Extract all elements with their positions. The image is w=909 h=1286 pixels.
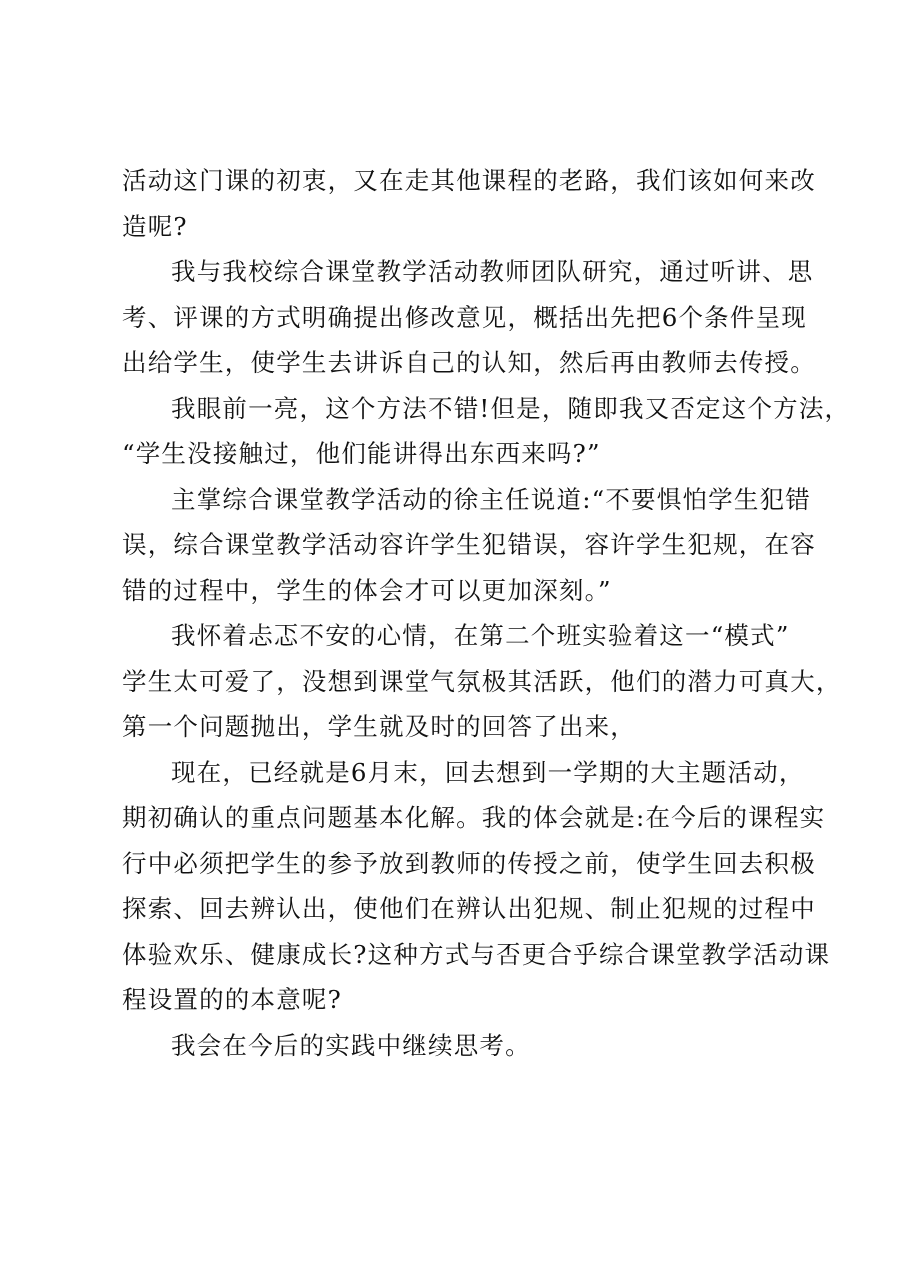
paragraph-line: 误，综合课堂教学活动容许学生犯错误，容许学生犯规，在容 — [122, 530, 816, 559]
paragraph-2 — [122, 249, 816, 386]
paragraph-line: 探索、回去辨认出，使他们在辨认出犯规、制止犯规的过程中 — [122, 894, 816, 923]
paragraph-line: 程设置的的本意呢? — [122, 985, 342, 1014]
paragraph-4 — [122, 477, 816, 614]
paragraph-6 — [122, 750, 831, 1023]
paragraph-line: 造呢? — [122, 211, 188, 241]
paragraph-3 — [122, 386, 851, 477]
paragraph-line: 出给学生，使学生去讲诉自己的认知，然后再由教师去传授。 — [122, 348, 816, 377]
paragraph-line: 考、评课的方式明确提出修改意见，概括出先把6个条件呈现 — [122, 302, 807, 332]
paragraph-1 — [122, 158, 816, 249]
paragraph-line: 期初确认的重点问题基本化解。我的体会就是:在今后的课程实 — [122, 803, 826, 832]
paragraph-line: 现在，已经就是6月末，回去想到一学期的大主题活动， — [171, 757, 805, 787]
paragraph-line: “学生没接触过，他们能讲得出东西来吗?” — [122, 439, 601, 468]
paragraph-line: 行中必须把学生的参予放到教师的传授之前，使学生回去积极 — [122, 848, 816, 878]
paragraph-line: 错的过程中，学生的体会才可以更加深刻。” — [122, 575, 612, 605]
document-body — [122, 158, 851, 1068]
paragraph-line: 活动这门课的初衷，又在走其他课程的老路，我们该如何来改 — [122, 166, 816, 195]
paragraph-line: 我会在今后的实践中继续思考。 — [171, 1030, 531, 1060]
paragraph-line: 学生太可爱了，没想到课堂气氛极其活跃，他们的潜力可真大， — [122, 666, 842, 696]
paragraph-line: 第一个问题抛出，学生就及时的回答了出来， — [122, 712, 636, 741]
paragraph-line: 我与我校综合课堂教学活动教师团队研究，通过听讲、思 — [171, 257, 814, 286]
paragraph-5 — [122, 613, 842, 750]
paragraph-line: 主掌综合课堂教学活动的徐主任说道:“不要惧怕学生犯错 — [171, 484, 811, 514]
paragraph-line: 我眼前一亮，这个方法不错!但是，随即我又否定这个方法， — [171, 393, 851, 423]
paragraph-7 — [122, 1023, 812, 1069]
paragraph-line: 我怀着忐忑不安的心情，在第二个班实验着这一“模式” — [171, 621, 790, 650]
paragraph-line: 体验欢乐、健康成长?这种方式与否更合乎综合课堂教学活动课 — [122, 939, 831, 969]
